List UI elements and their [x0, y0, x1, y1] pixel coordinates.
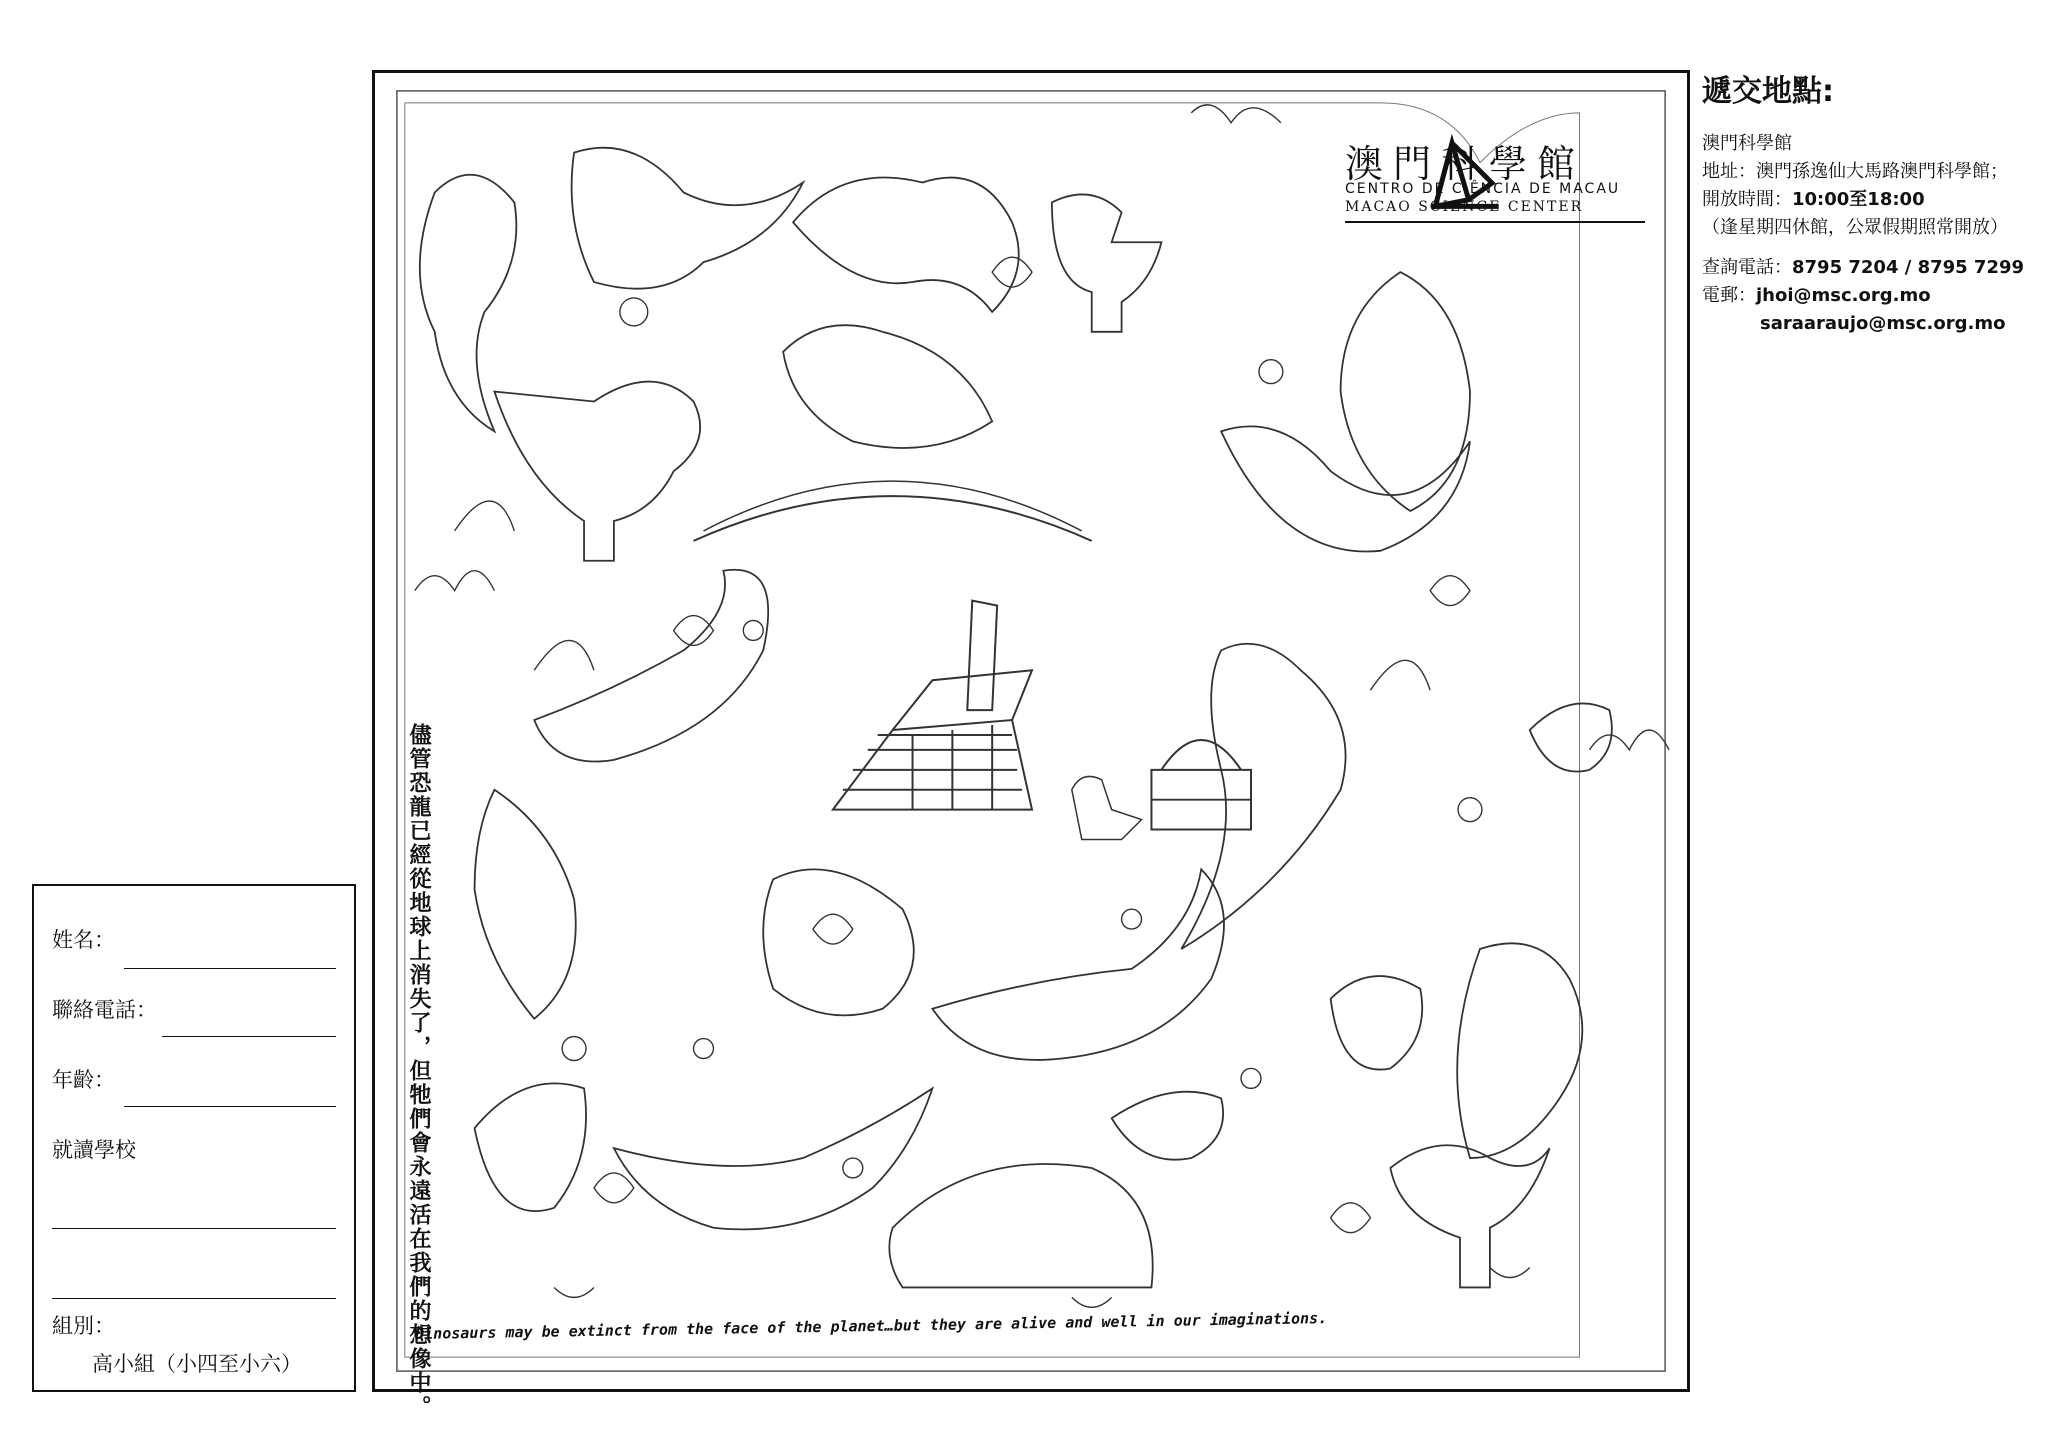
slogan-chinese: 儘管恐龍已經從地球上消失了，但牠們會永遠活在我們的想像中。 [406, 723, 431, 1419]
phone-field[interactable] [162, 1036, 336, 1037]
name-field[interactable] [124, 968, 336, 969]
dinosaur-drawings [420, 148, 1612, 1288]
venue-name: 澳門科學館 [1702, 133, 1792, 154]
email-secondary [1702, 310, 2042, 338]
logo-divider [1345, 221, 1645, 223]
enquiry-phone-value: 8795 7204 / 8795 7299 [1792, 257, 2025, 278]
slogan-english: Dinosaurs may be extinct from the face of the planet…but they are alive and well in our imaginations. [415, 1309, 1328, 1343]
enquiry-phone-label: 查詢電話： [1702, 257, 1792, 278]
name-label: 姓名： [52, 928, 115, 952]
entry-form [32, 884, 356, 1392]
age-label: 年齡： [52, 1068, 115, 1092]
phone-label: 聯絡電話： [52, 998, 157, 1022]
science-center-logo [1287, 133, 1647, 213]
enquiry-phone [1702, 254, 2042, 282]
school-field-line-1[interactable] [52, 1228, 336, 1229]
opening-hours [1702, 186, 2042, 214]
science-center-building-drawing [833, 601, 1251, 830]
email-link-2[interactable]: saraaraujo@msc.org.mo [1760, 313, 2006, 334]
group-label: 組別： [52, 1314, 115, 1338]
submission-info [1702, 66, 2042, 338]
opening-hours-value: 10:00至18:00 [1792, 189, 1925, 210]
venue-address: 地址：澳門孫逸仙大馬路澳門科學館； [1702, 161, 2008, 182]
email-link-1[interactable]: jhoi@msc.org.mo [1756, 285, 1931, 306]
email-label: 電郵： [1702, 285, 1756, 306]
logo-name-en: MACAO SCIENCE CENTER [1345, 199, 1584, 215]
group-value: 高小組（小四至小六） [92, 1352, 302, 1376]
submission-title: 遞交地點: [1702, 74, 1834, 109]
school-label: 就讀學校 [52, 1138, 136, 1162]
age-field[interactable] [124, 1106, 336, 1107]
dinosaur-line-art [375, 73, 1687, 1389]
coloring-artwork [372, 70, 1690, 1419]
school-field-line-2[interactable] [52, 1298, 336, 1299]
opening-hours-note: （逢星期四休館，公眾假期照常開放） [1702, 217, 2008, 238]
logo-name-pt: CENTRO DE CIÊNCIA DE MACAU [1345, 181, 1621, 197]
email-primary [1702, 282, 2042, 310]
opening-hours-label: 開放時間： [1702, 189, 1792, 210]
logo-name-cn: 澳門科學館 [1345, 142, 1586, 186]
